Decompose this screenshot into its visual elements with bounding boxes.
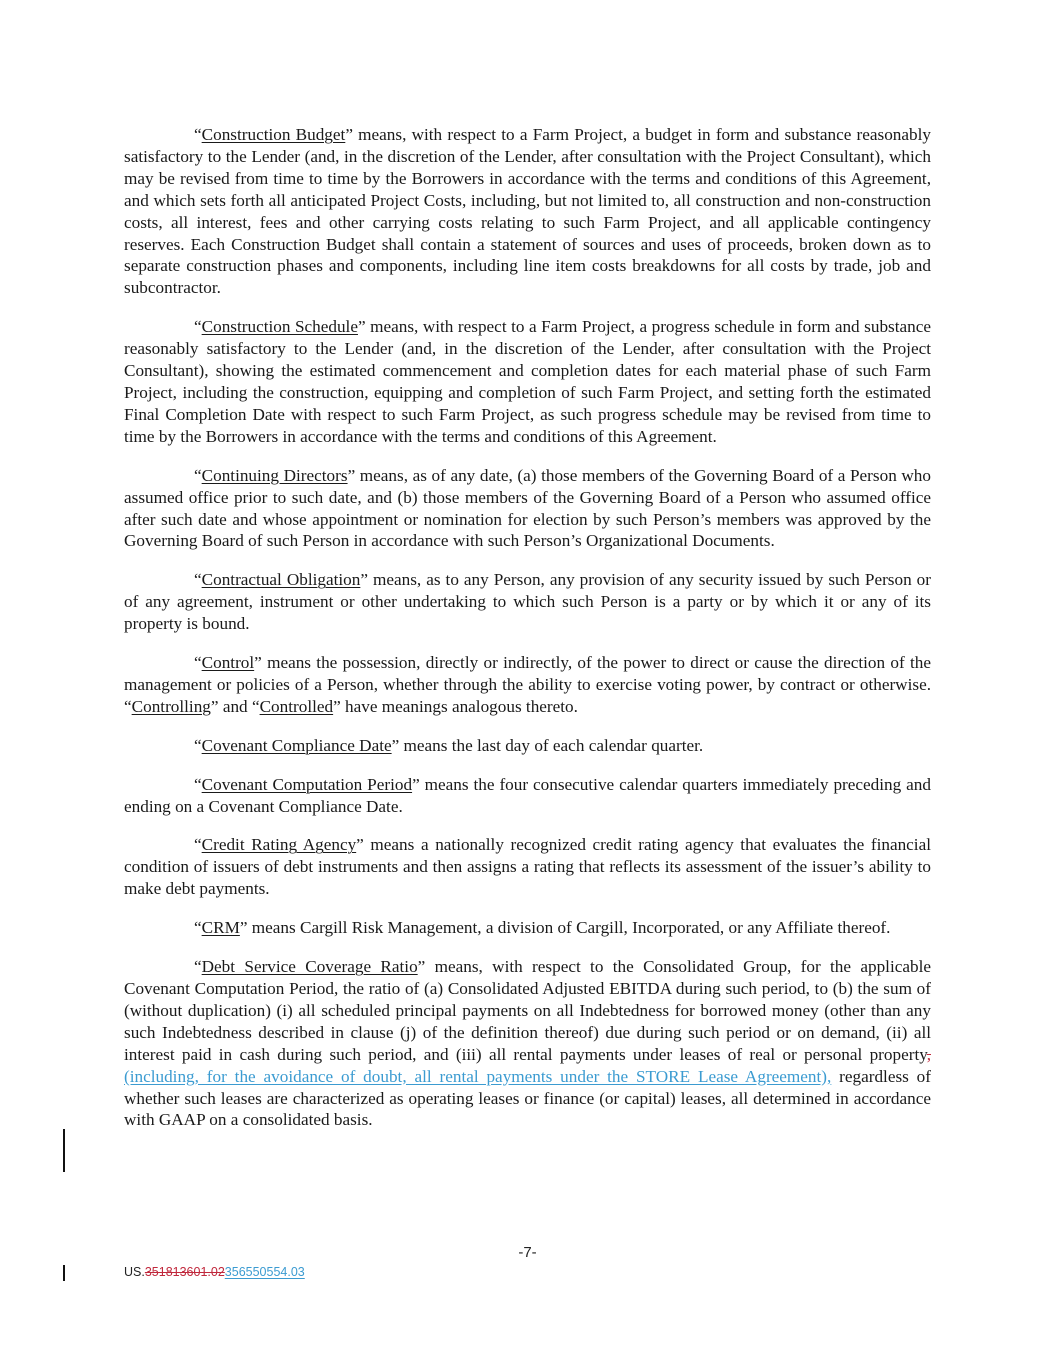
deleted-doc-id: 351813601.02 <box>144 1265 225 1279</box>
inserted-doc-id: 356550554.03 <box>224 1265 305 1279</box>
defined-term: Continuing Directors <box>201 465 348 485</box>
definition-construction-budget: “Construction Budget” means, with respect to a Farm Project, a budget in form and substance reasonably satisfactory to the Lender (and, in the discretion of the Lender, after consultation with the Project Consultant), which may be revised from time to time by the Borrowers in accordance with the terms and conditions of this Agreement, and which sets forth all anticipated Project Costs, including, but not limited to, all construction and non-construction costs, all interest, fees and other carrying costs relating to such Farm Project, and all applicable contingency reserves. Each Construction Budget shall contain a statement of sources and uses of proceeds, broken down as to separate construction phases and components, including line item costs breakdowns for all costs by trade, job and subcontractor. <box>124 125 931 298</box>
definition-contractual-obligation: “Contractual Obligation” means, as to any Person, any provision of any security issued by such Person or of any agreement, instrument or other undertaking to which such Person is a party or by which it or any of its property is bound. <box>124 570 931 634</box>
defined-term: Credit Rating Agency <box>201 835 357 855</box>
defined-term: CRM <box>201 918 240 938</box>
definition-covenant-computation-period: “Covenant Computation Period” means the four consecutive calendar quarters immediately preceding and ending on a Covenant Compliance Date. <box>124 774 931 816</box>
defined-term: Construction Schedule <box>201 317 358 337</box>
deleted-text: , <box>926 1044 931 1064</box>
change-bar-footer <box>63 1265 65 1281</box>
definition-credit-rating-agency: “Credit Rating Agency” means a nationally recognized credit rating agency that evaluates the financial condition of issuers of debt instruments and then assigns a rating that reflects its assessment of the issuer’s ability to make debt payments. <box>124 835 931 899</box>
defined-term: Controlled <box>259 696 334 716</box>
definition-continuing-directors: “Continuing Directors” means, as of any date, (a) those members of the Governing Board of a Person who assumed office prior to such date, and (b) those members of the Governing Board of a Person who assumed office after such date and whose appointment or nomination for election by such Person’s members was approved by the Governing Board of such Person in accordance with such Person’s Organizational Documents. <box>124 465 931 551</box>
definition-crm: “CRM” means Cargill Risk Management, a division of Cargill, Incorporated, or any Affiliate thereof. <box>194 918 891 938</box>
definition-covenant-compliance-date: “Covenant Compliance Date” means the last day of each calendar quarter. <box>194 735 704 755</box>
document-id: US.351813601.02356550554.03 <box>124 1265 305 1279</box>
defined-term: Controlling <box>131 696 211 716</box>
definition-control: “Control” means the possession, directly or indirectly, of the power to direct or cause the direction of the management or policies of a Person, whether through the ability to exercise voting power, by contract or otherwise. “Controlling” and “Controlled” have meanings analogous thereto. <box>124 653 931 716</box>
inserted-text: (including, for the avoidance of doubt, all rental payments under the STORE Lease Agreement), <box>124 1066 832 1086</box>
change-bar <box>63 1129 65 1172</box>
defined-term: Covenant Computation Period <box>201 774 413 794</box>
defined-term: Covenant Compliance Date <box>201 735 392 755</box>
defined-term: Debt Service Coverage Ratio <box>201 957 418 977</box>
defined-term: Control <box>201 653 255 673</box>
document-body <box>124 124 931 1148</box>
definition-debt-service-coverage-ratio: “Debt Service Coverage Ratio” means, with respect to the Consolidated Group, for the applicable Covenant Computation Period, the ratio of (a) Consolidated Adjusted EBITDA during such period, to (b) the sum of (without duplication) (i) all scheduled principal payments on all Indebtedness for borrowed money (other than any such Indebtedness described in clause (j) of the definition thereof) due during such period or on demand, (ii) all interest paid in cash during such period, and (iii) all rental payments under leases of real or personal property, (including, for the avoidance of doubt, all rental payments under the STORE Lease Agreement), regardless of whether such leases are characterized as operating leases or finance (or capital) leases, all determined in accordance with GAAP on a consolidated basis. <box>124 957 931 1130</box>
defined-term: Construction Budget <box>201 125 346 144</box>
defined-term: Contractual Obligation <box>201 570 361 590</box>
page-number: -7- <box>518 1244 537 1261</box>
definition-construction-schedule: “Construction Schedule” means, with respect to a Farm Project, a progress schedule in form and substance reasonably satisfactory to the Lender (and, in the discretion of the Lender, after consultation with the Project Consultant), showing the estimated commencement and completion dates for each material phase of such Farm Project, including the construction, equipping and completion of such Farm Project, and setting forth the estimated Final Completion Date with respect to such Farm Project, as such progress schedule may be revised from time to time by the Borrowers in accordance with the terms and conditions of this Agreement. <box>124 317 931 446</box>
